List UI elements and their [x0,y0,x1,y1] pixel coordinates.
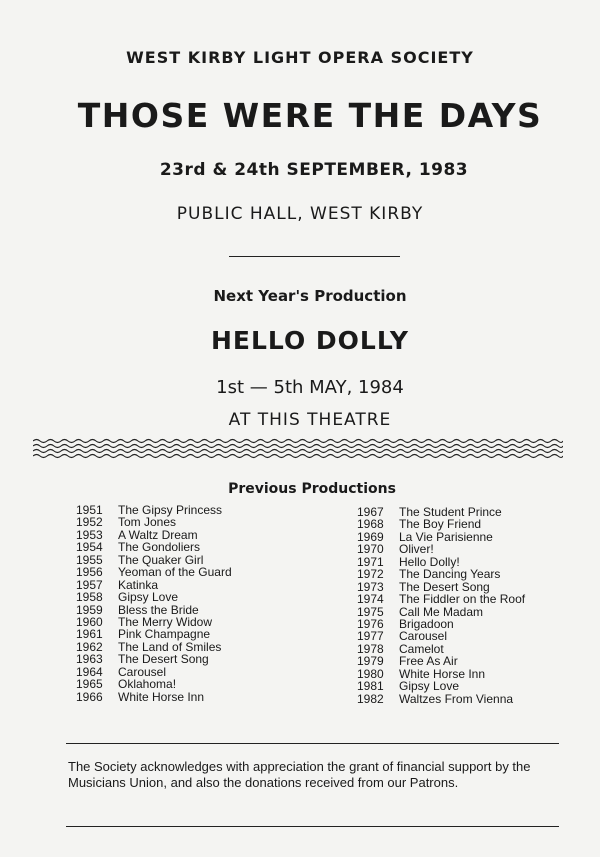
production-year: 1981 [357,679,384,694]
society-name: WEST KIRBY LIGHT OPERA SOCIETY [126,48,474,67]
production-title: The Gipsy Princess [118,503,223,517]
production-title: Bless the Bride [118,602,199,617]
venue: PUBLIC HALL, WEST KIRBY [176,204,424,224]
production-title: Carousel [399,629,448,644]
production-year: 1979 [357,654,384,669]
divider-lower [66,826,559,827]
show-title: THOSE WERE THE DAYS [77,96,543,135]
production-year: 1954 [76,540,103,555]
production-title: The Fiddler on the Roof [399,592,526,607]
production-title: The Desert Song [118,652,209,667]
production-title: The Land of Smiles [118,639,222,654]
production-year: 1968 [357,517,384,532]
production-title: The Desert Song [399,579,490,594]
production-title: Carousel [118,664,167,679]
production-title: White Horse Inn [399,666,486,681]
production-title: A Waltz Dream [118,527,198,542]
production-year: 1951 [76,503,103,517]
production-title: The Gondoliers [118,540,201,555]
production-year: 1974 [357,592,384,607]
production-title: Camelot [399,641,444,656]
production-year: 1961 [76,627,103,642]
production-year: 1980 [357,666,384,681]
production-title: The Quaker Girl [118,552,204,567]
production-year: 1969 [357,529,384,544]
production-title: Gipsy Love [399,679,460,694]
production-title: Hello Dolly! [399,554,460,569]
production-year: 1953 [76,527,103,542]
next-show-title: HELLO DOLLY [211,326,409,355]
production-year: 1962 [76,639,103,654]
performance-dates: 23rd & 24th SEPTEMBER, 1983 [159,160,469,180]
production-year: 1960 [76,614,103,629]
production-year: 1958 [76,590,103,605]
production-title: Free As Air [399,654,458,669]
production-title: Brigadoon [399,616,454,631]
production-year: 1971 [357,554,384,569]
production-title: The Merry Widow [118,614,213,629]
divider-short [229,256,400,257]
productions-list-right [357,506,525,705]
production-year: 1978 [357,641,384,656]
next-show-venue: AT THIS THEATRE [228,410,392,430]
production-entry [76,691,232,703]
production-year: 1963 [76,652,103,667]
previous-productions-heading: Previous Productions [228,481,396,497]
production-year: 1967 [357,505,384,519]
production-year: 1976 [357,616,384,631]
production-title: Call Me Madam [399,604,484,619]
production-year: 1959 [76,602,103,617]
production-year: 1955 [76,552,103,567]
production-title: Pink Champagne [118,627,211,642]
production-title: Gipsy Love [118,590,179,605]
production-year: 1957 [76,577,103,592]
wavy-divider [33,437,563,459]
production-year: 1972 [357,567,384,582]
production-title: Yeoman of the Guard [118,565,232,580]
production-entry [357,693,525,705]
production-year: 1952 [76,515,103,530]
divider-upper [66,743,559,744]
production-title: La Vie Parisienne [399,529,493,544]
production-year: 1975 [357,604,384,619]
production-title: The Student Prince [399,505,502,519]
production-year: 1982 [357,691,384,706]
production-year: 1973 [357,579,384,594]
production-title: Katinka [118,577,159,592]
acknowledgement-text: The Society acknowledges with appreciation the grant of financial support by the Musicians Union, and also the donations received from our Patrons. [68,759,531,790]
production-year: 1964 [76,664,103,679]
production-title: The Dancing Years [399,567,501,582]
production-year: 1966 [76,689,103,704]
next-production-heading: Next Year's Production [213,287,407,305]
production-title: Tom Jones [118,515,177,530]
production-title: Oliver! [399,542,434,557]
production-year: 1956 [76,565,103,580]
production-title: White Horse Inn [118,689,205,704]
production-year: 1970 [357,542,384,557]
next-show-dates: 1st — 5th MAY, 1984 [216,377,404,398]
productions-list-left [76,504,232,703]
production-title: Waltzes From Vienna [399,691,514,706]
production-title: The Boy Friend [399,517,482,532]
production-year: 1977 [357,629,384,644]
production-year: 1965 [76,677,103,692]
production-title: Oklahoma! [118,677,177,692]
